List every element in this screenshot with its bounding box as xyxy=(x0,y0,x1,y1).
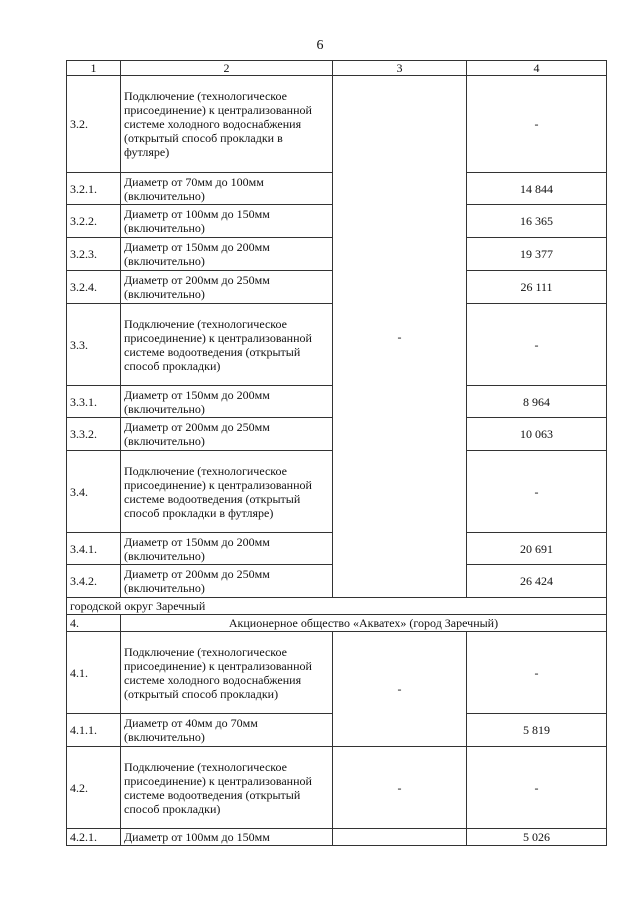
row-number: 3.3.1. xyxy=(67,386,121,418)
row-description: Подключение (технологическое присоединение) к централизованной системе холодного водоснабжения (открытый способ прокладки в футляре) xyxy=(121,76,333,173)
col-header-1: 1 xyxy=(67,61,121,76)
row-value: 26 424 xyxy=(467,565,607,598)
row-number: 3.2.3. xyxy=(67,238,121,271)
row-description: Диаметр от 100мм до 150мм (включительно) xyxy=(121,205,333,238)
tariff-table xyxy=(66,60,607,846)
table-row xyxy=(67,76,607,173)
row-number: 3.4.1. xyxy=(67,533,121,565)
col3-merged-cell: - xyxy=(333,632,467,747)
col-header-4: 4 xyxy=(467,61,607,76)
row-number: 4.1. xyxy=(67,632,121,714)
row-value: 5 026 xyxy=(467,829,607,846)
row-description: Подключение (технологическое присоединение) к централизованной системе водоотведения (открытый способ прокладки) xyxy=(121,747,333,829)
row-value: 19 377 xyxy=(467,238,607,271)
row-number: 3.2.4. xyxy=(67,271,121,304)
company-number: 4. xyxy=(67,615,121,632)
row-number: 3.2. xyxy=(67,76,121,173)
row-value: 10 063 xyxy=(467,418,607,451)
row-description: Подключение (технологическое присоединение) к централизованной системе водоотведения (открытый способ прокладки в футляре) xyxy=(121,451,333,533)
row-description: Диаметр от 150мм до 200мм (включительно) xyxy=(121,386,333,418)
row-description: Диаметр от 200мм до 250мм (включительно) xyxy=(121,271,333,304)
col3-cell: - xyxy=(333,747,467,829)
company-name: Акционерное общество «Акватех» (город Заречный) xyxy=(121,615,607,632)
col-header-3: 3 xyxy=(333,61,467,76)
row-description: Диаметр от 70мм до 100мм (включительно) xyxy=(121,173,333,205)
row-value: - xyxy=(467,304,607,386)
col-header-2: 2 xyxy=(121,61,333,76)
row-value: - xyxy=(467,451,607,533)
row-number: 3.2.1. xyxy=(67,173,121,205)
row-value: - xyxy=(467,76,607,173)
region-row xyxy=(67,598,607,615)
region-label: городской округ Заречный xyxy=(67,598,607,615)
row-number: 4.2. xyxy=(67,747,121,829)
row-value: 5 819 xyxy=(467,714,607,747)
row-number: 3.3. xyxy=(67,304,121,386)
row-value: 26 111 xyxy=(467,271,607,304)
row-number: 4.2.1. xyxy=(67,829,121,846)
row-value: 20 691 xyxy=(467,533,607,565)
row-number: 3.4. xyxy=(67,451,121,533)
row-description: Диаметр от 200мм до 250мм (включительно) xyxy=(121,565,333,598)
row-number: 3.2.2. xyxy=(67,205,121,238)
row-value: 16 365 xyxy=(467,205,607,238)
row-description: Подключение (технологическое присоединение) к централизованной системе холодного водоснабжения (открытый способ прокладки) xyxy=(121,632,333,714)
row-description: Диаметр от 150мм до 200мм (включительно) xyxy=(121,533,333,565)
table-row xyxy=(67,632,607,714)
col3-cell xyxy=(333,829,467,846)
row-description: Диаметр от 150мм до 200мм (включительно) xyxy=(121,238,333,271)
row-value: 14 844 xyxy=(467,173,607,205)
table-row xyxy=(67,747,607,829)
row-number: 3.4.2. xyxy=(67,565,121,598)
row-number: 3.3.2. xyxy=(67,418,121,451)
row-description: Подключение (технологическое присоединение) к централизованной системе водоотведения (открытый способ прокладки) xyxy=(121,304,333,386)
page-number: 6 xyxy=(316,38,324,53)
table-header-row xyxy=(67,61,607,76)
col3-merged-cell: - xyxy=(333,76,467,598)
company-row xyxy=(67,615,607,632)
table-row xyxy=(67,829,607,846)
row-description: Диаметр от 100мм до 150мм xyxy=(121,829,333,846)
row-value: - xyxy=(467,747,607,829)
row-description: Диаметр от 200мм до 250мм (включительно) xyxy=(121,418,333,451)
row-description: Диаметр от 40мм до 70мм (включительно) xyxy=(121,714,333,747)
row-value: - xyxy=(467,632,607,714)
row-value: 8 964 xyxy=(467,386,607,418)
row-number: 4.1.1. xyxy=(67,714,121,747)
